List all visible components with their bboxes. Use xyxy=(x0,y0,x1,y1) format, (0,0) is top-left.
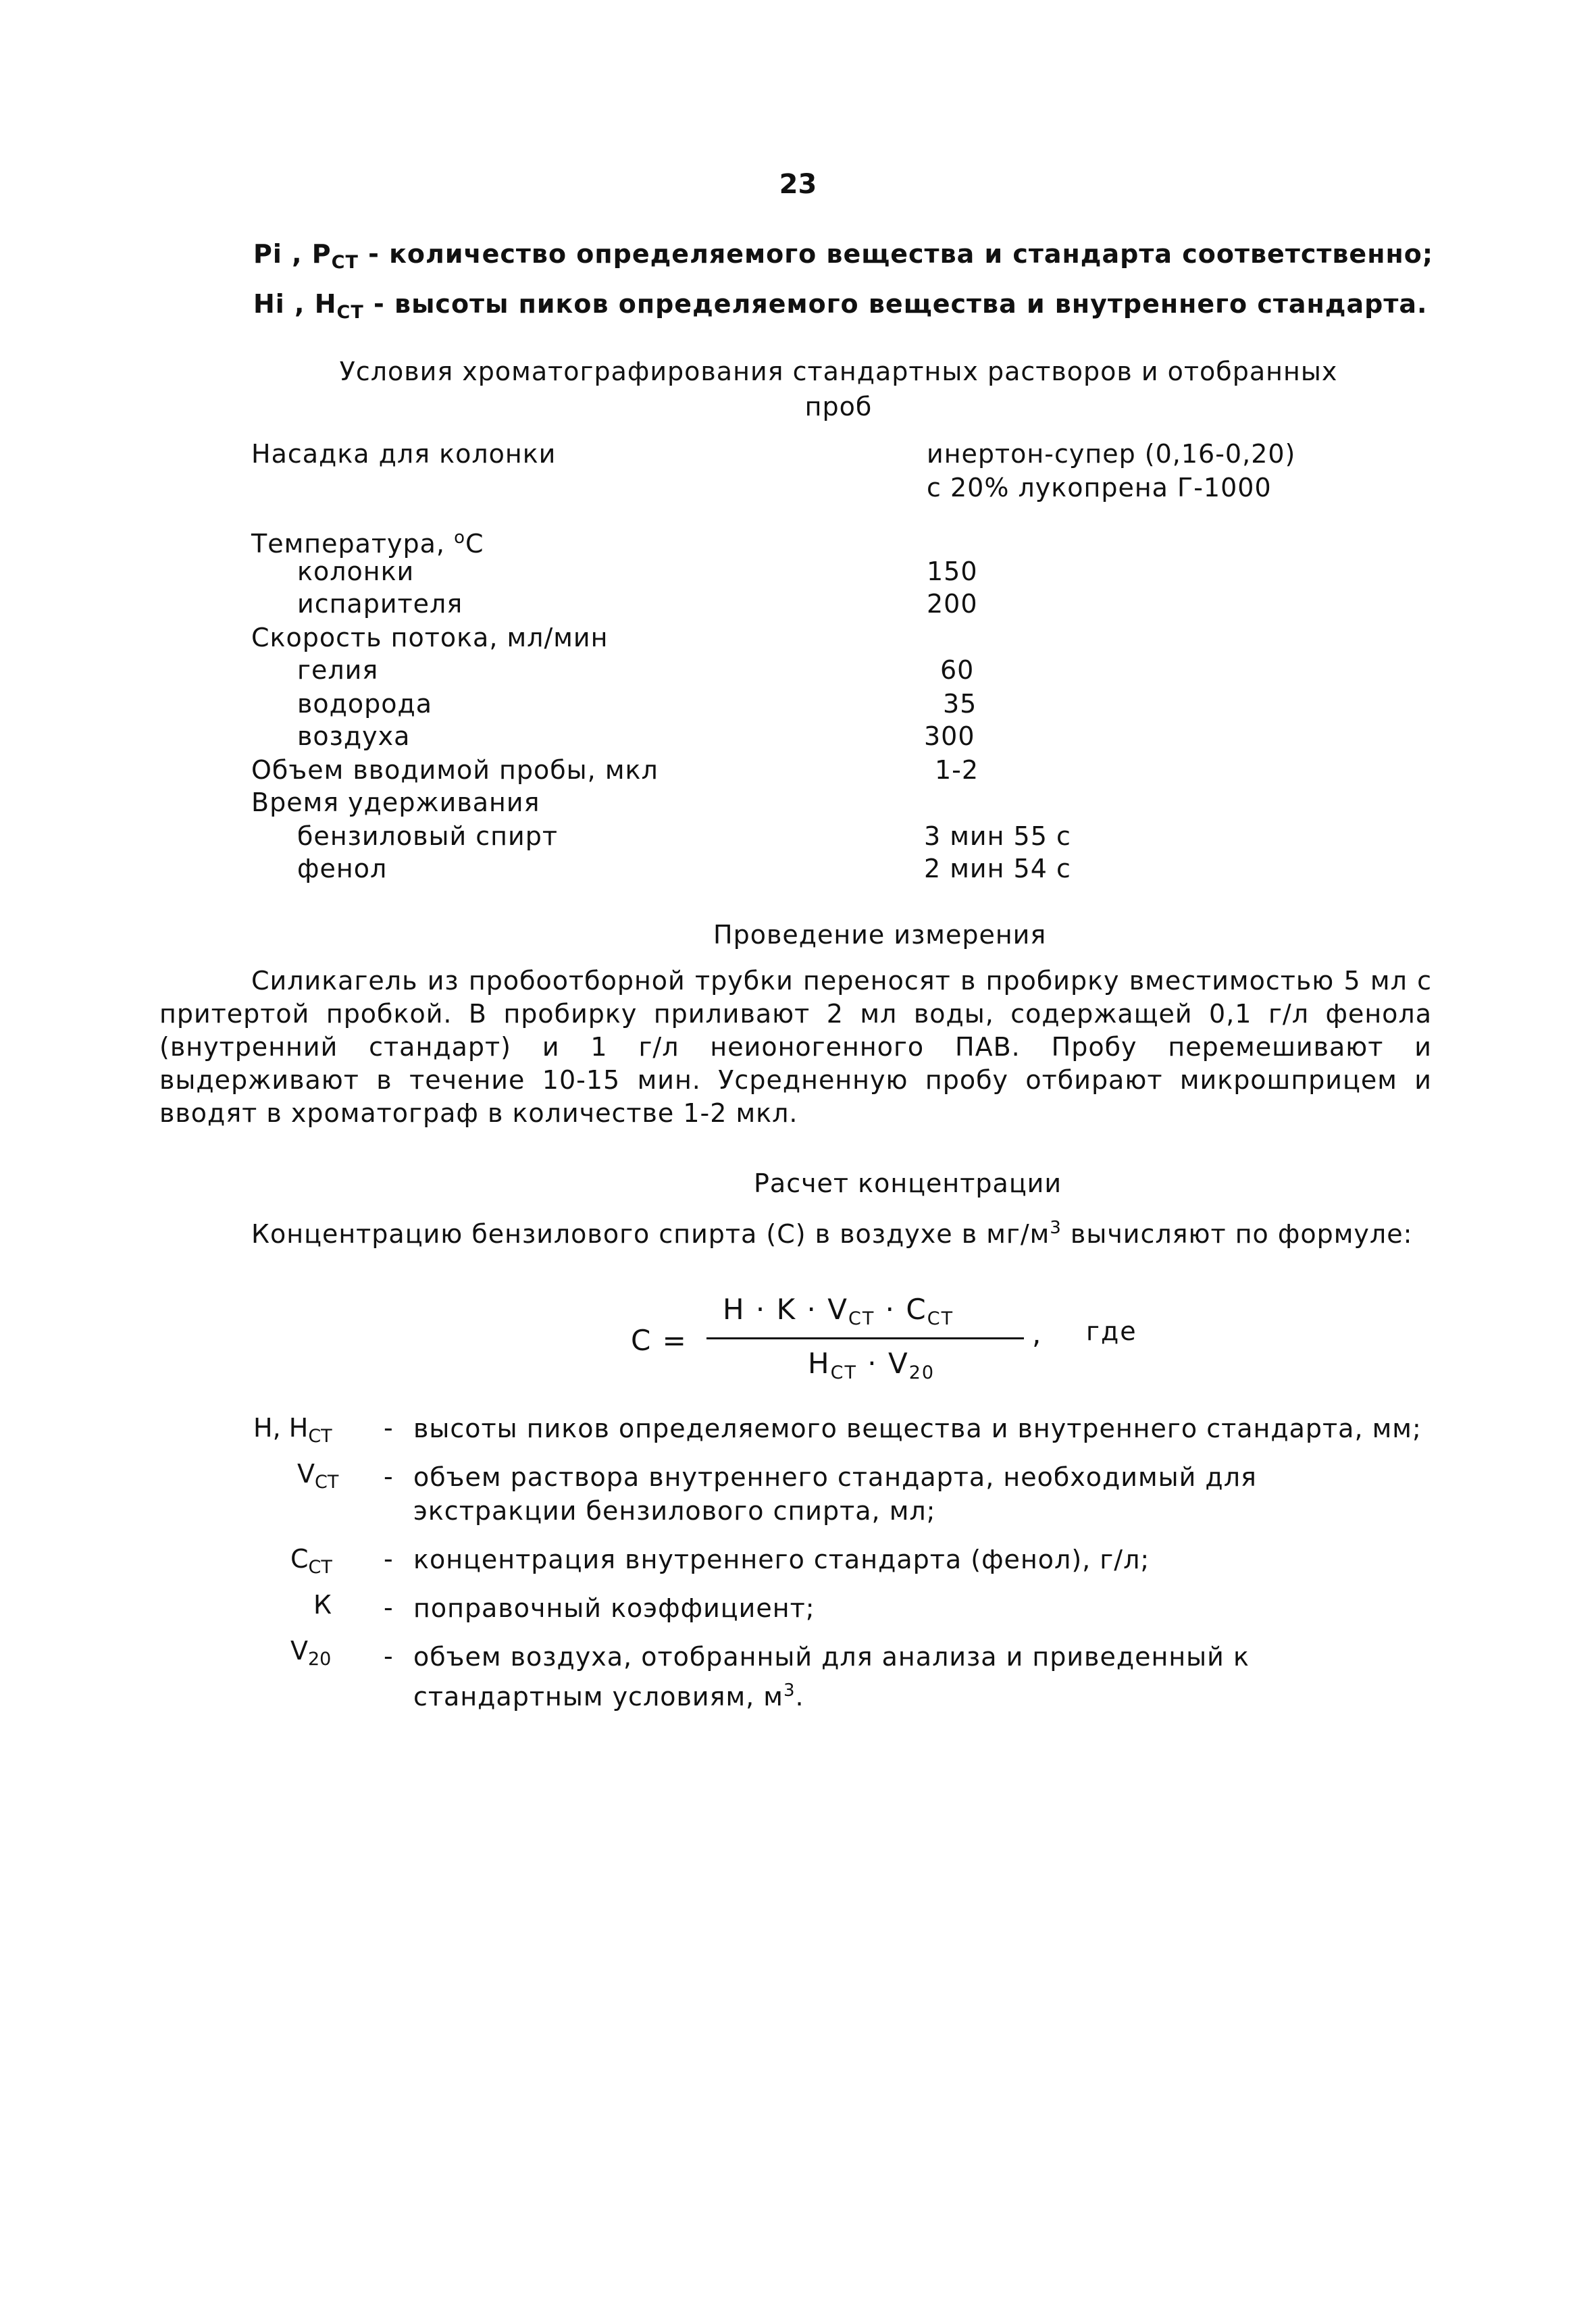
conditions-heading-line2: проб xyxy=(804,392,873,421)
legend-dash: - xyxy=(384,1544,393,1574)
condition-label: испарителя xyxy=(297,589,463,619)
definition-line-1: Pi , $P_{СТ}$ - количество определяемого вещества и стандарта соответственно; xyxy=(253,239,1434,273)
condition-value: 1-2 xyxy=(935,755,979,785)
legend-symbol: $С_{СТ}$ xyxy=(290,1544,332,1578)
degree-sup: o xyxy=(454,528,465,548)
calculation-intro: Концентрацию бензилового спирта (С) в воздухе в $мг/м^3$ вычисляют по формуле: xyxy=(251,1218,1413,1249)
legend-dash: - xyxy=(384,1641,393,1671)
calculation-heading: Расчет концентрации xyxy=(754,1168,1062,1198)
legend-description: поправочный коэффициент; xyxy=(413,1593,815,1623)
condition-value: 200 xyxy=(927,589,978,619)
definition-subscript: СТ xyxy=(336,302,364,323)
condition-label: Объем вводимой пробы, мкл xyxy=(251,755,659,785)
formula-numerator: $H \cdot K \cdot V_{СТ} \cdot C_{СТ}$ xyxy=(723,1293,954,1329)
legend-symbol: $V_{20}$ xyxy=(290,1636,332,1670)
condition-label: фенол xyxy=(297,854,388,883)
condition-label: гелия xyxy=(297,655,379,685)
conditions-heading-line1: Условия хроматографирования стандартных растворов и отобранных xyxy=(339,357,1338,386)
condition-label: Время удерживания xyxy=(251,788,540,817)
condition-label: Температура, $^o$C xyxy=(251,528,484,559)
definition-symbol: Pi xyxy=(253,239,282,269)
condition-value: 60 xyxy=(940,655,975,685)
definition-line-2: Hi , $H_{СТ}$ - высоты пиков определяемого вещества и внутреннего стандарта. xyxy=(253,289,1428,323)
definition-subscript: СТ xyxy=(331,252,359,273)
legend-dash: - xyxy=(384,1413,393,1443)
legend-symbol: $V_{СТ}$ xyxy=(297,1459,339,1493)
condition-value: 35 xyxy=(943,689,977,719)
legend-description: концентрация внутреннего стандарта (фенол), г/л; xyxy=(413,1545,1150,1574)
legend-symbol: Н, $Н_{СТ}$ xyxy=(253,1413,332,1447)
condition-value: 150 xyxy=(927,557,978,586)
condition-value: 2 мин 54 с xyxy=(924,854,1071,883)
legend-symbol: К xyxy=(313,1590,332,1620)
definition-symbol: H xyxy=(314,289,337,319)
legend-description: высоты пиков определяемого вещества и внутреннего стандарта, мм; xyxy=(413,1414,1422,1443)
condition-label: водорода xyxy=(297,689,433,719)
definition-symbol: P xyxy=(311,239,332,269)
condition-label: Скорость потока, мл/мин xyxy=(251,623,609,652)
definition-symbol: Hi xyxy=(253,289,285,319)
condition-value: 3 мин 55 с xyxy=(924,821,1071,851)
formula-where: где xyxy=(1086,1316,1137,1346)
condition-label: колонки xyxy=(297,557,415,586)
formula-comma: , xyxy=(1032,1317,1043,1350)
legend-description: объем воздуха, отобранный для анализа и приведенный к стандартным условиям, $м^3$. xyxy=(413,1642,1250,1712)
definition-text: количество определяемого вещества и стандарта соответственно; xyxy=(389,239,1434,269)
condition-label: Насадка для колонки xyxy=(251,439,557,469)
measurement-paragraph: Силикагель из пробоотборной трубки переносят в пробирку вместимостью 5 мл с притертой пробкой. В пробирку приливают 2 мл воды, содержащей 0,1 г/л фенола (внутренний стандарт) и 1 г/л неионогенного ПАВ. Пробу перемешивают и выдерживают в течение 10-15 мин. Усредненную пробу отбирают микрошприцем и вводят в хроматограф в количестве 1-2 мкл. xyxy=(159,966,1432,1128)
legend-dash: - xyxy=(384,1593,393,1622)
fraction-bar xyxy=(706,1337,1024,1339)
formula-denominator: $H_{СТ} \cdot V_{20}$ xyxy=(808,1347,935,1383)
condition-value: 300 xyxy=(924,721,975,751)
condition-value: с 20% лукопрена Г-1000 xyxy=(927,473,1272,503)
measurement-heading: Проведение измерения xyxy=(713,920,1047,950)
condition-value: инертон-супер (0,16-0,20) xyxy=(927,439,1296,469)
legend-dash: - xyxy=(384,1462,393,1491)
condition-label: воздуха xyxy=(297,721,411,751)
legend-description: объем раствора внутреннего стандарта, необходимый для экстракции бензилового спирта, мл; xyxy=(413,1462,1257,1526)
condition-label: бензиловый спирт xyxy=(297,821,558,851)
definition-text: высоты пиков определяемого вещества и внутреннего стандарта. xyxy=(394,289,1428,319)
formula-lhs: С = xyxy=(631,1324,688,1357)
page-number: 23 xyxy=(779,169,817,200)
